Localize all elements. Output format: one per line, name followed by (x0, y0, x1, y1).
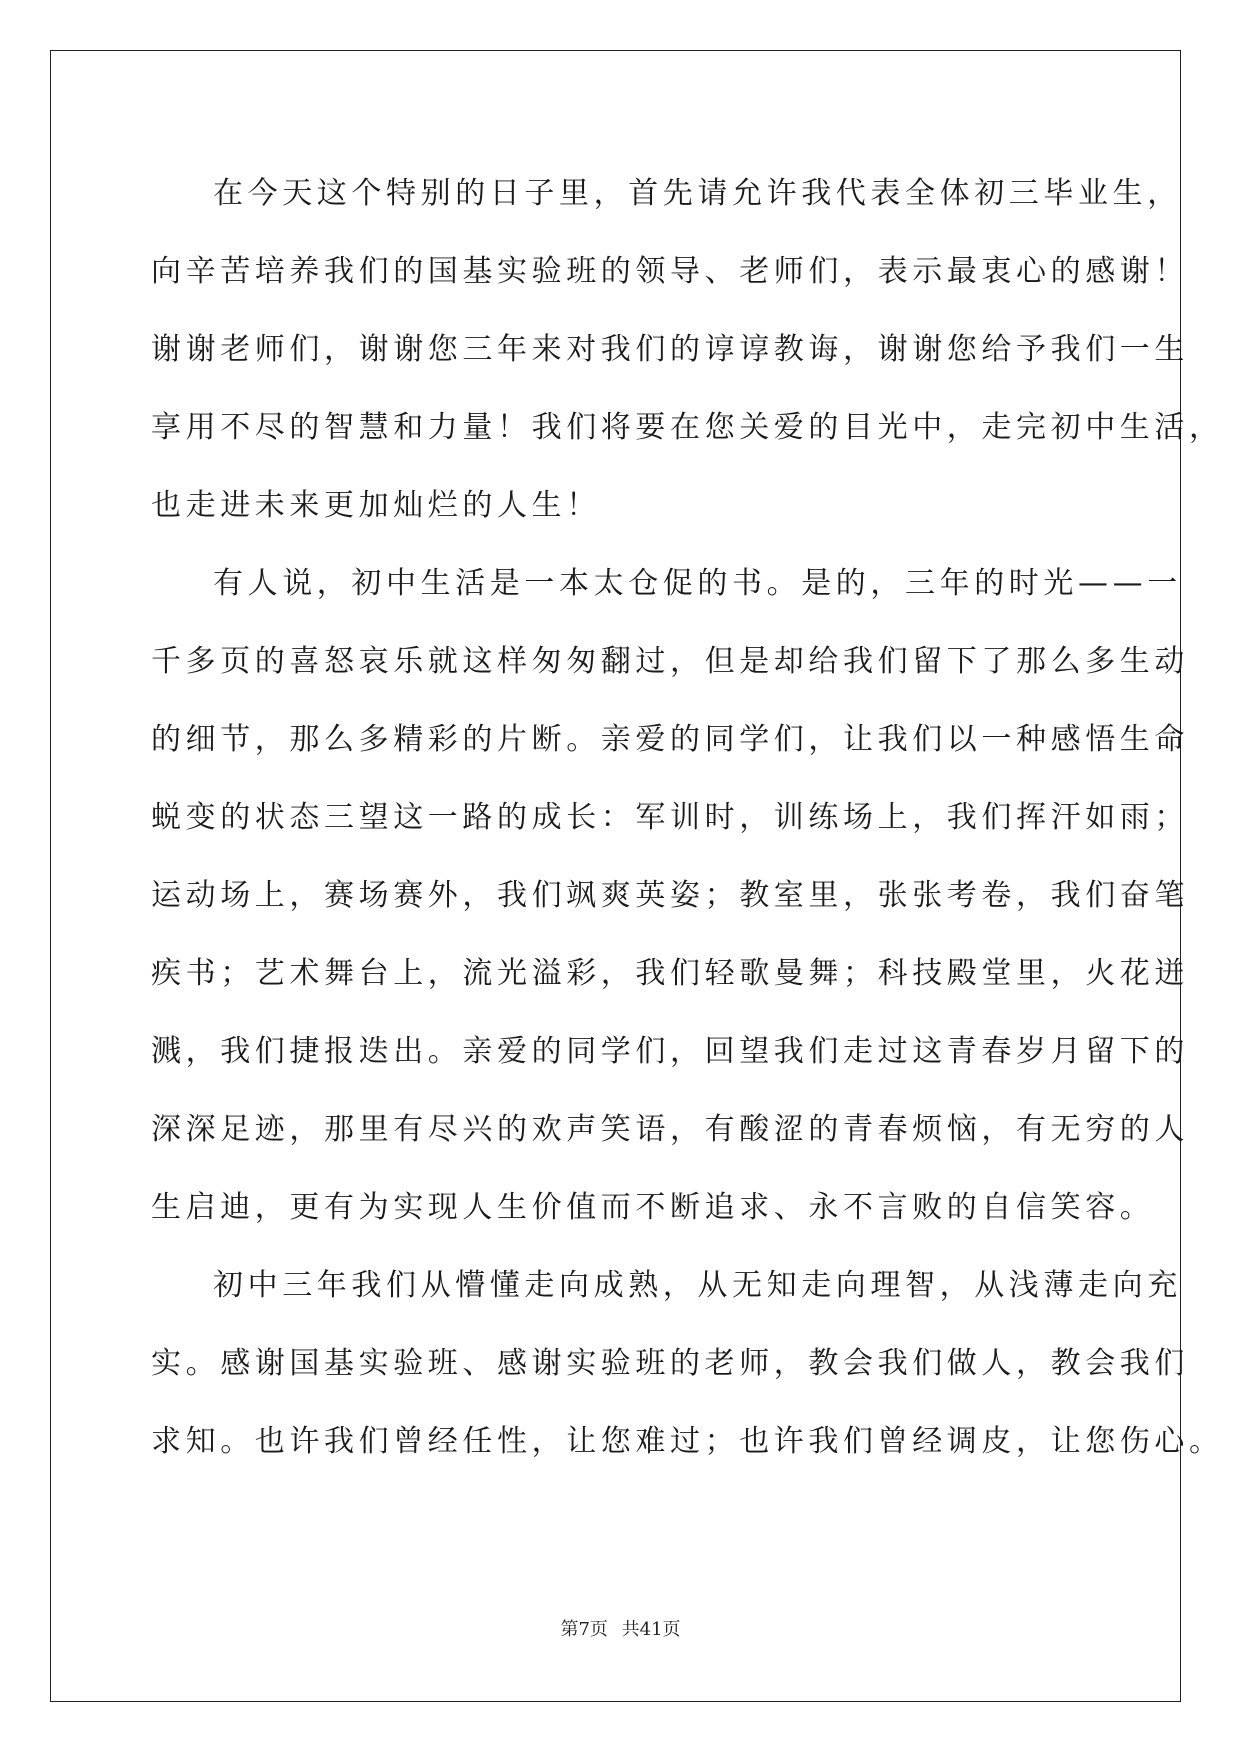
text-line: 深深足迹，那里有尽兴的欢声笑语，有酸涩的青春烦恼，有无穷的人 (151, 1112, 1189, 1147)
text-line: 运动场上，赛场赛外，我们飒爽英姿；教室里，张张考卷，我们奋笔 (151, 878, 1189, 913)
text-line: 的细节，那么多精彩的片断。亲爱的同学们，让我们以一种感悟生命 (151, 722, 1189, 757)
text-line: 在今天这个特别的日子里，首先请允许我代表全体初三毕业生， (213, 176, 1182, 211)
text-line: 有人说，初中生活是一本太仓促的书。是的，三年的时光——一 (213, 566, 1182, 601)
text-line: 疾书；艺术舞台上，流光溢彩，我们轻歌曼舞；科技殿堂里，火花迸 (151, 956, 1189, 991)
text-line: 也走进未来更加灿烂的人生！ (151, 488, 601, 523)
document-body (151, 164, 1224, 1490)
text-line: 蜕变的状态三望这一路的成长：军训时，训练场上，我们挥汗如雨； (151, 800, 1189, 835)
text-line: 生启迪，更有为实现人生价值而不断追求、永不言败的自信笑容。 (151, 1190, 1155, 1225)
text-line: 享用不尽的智慧和力量！我们将要在您关爱的目光中，走完初中生活， (151, 410, 1224, 445)
text-line: 溅，我们捷报迭出。亲爱的同学们，回望我们走过这青春岁月留下的 (151, 1034, 1189, 1069)
page-number: 第7页 (560, 1619, 608, 1640)
paragraph-2 (151, 554, 1189, 1256)
total-pages: 共41页 (621, 1619, 681, 1640)
page-footer (0, 1615, 1241, 1641)
text-line: 初中三年我们从懵懂走向成熟，从无知走向理智，从浅薄走向充 (213, 1268, 1182, 1303)
paragraph-1 (151, 164, 1224, 554)
paragraph-3 (151, 1256, 1224, 1490)
text-line: 向辛苦培养我们的国基实验班的领导、老师们，表示最衷心的感谢！ (151, 254, 1189, 289)
text-line: 千多页的喜怒哀乐就这样匆匆翻过，但是却给我们留下了那么多生动 (151, 644, 1189, 679)
text-line: 求知。也许我们曾经任性，让您难过；也许我们曾经调皮，让您伤心。 (151, 1424, 1224, 1459)
text-line: 实。感谢国基实验班、感谢实验班的老师，教会我们做人，教会我们 (151, 1346, 1189, 1381)
text-line: 谢谢老师们，谢谢您三年来对我们的谆谆教诲，谢谢您给予我们一生 (151, 332, 1189, 367)
